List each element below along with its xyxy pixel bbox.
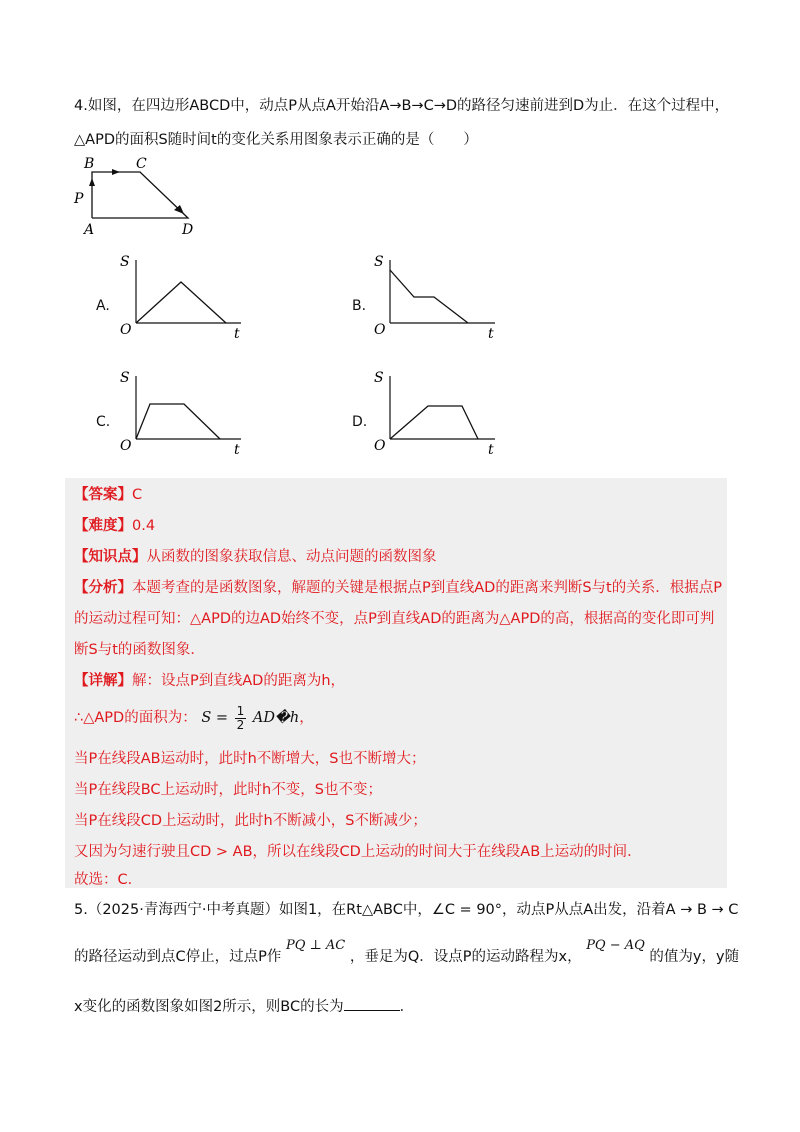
label-A: A: [84, 222, 95, 236]
option-c-t: t: [234, 442, 240, 456]
quadrilateral-figure: [70, 156, 210, 236]
q5-math-perp: PQ ⊥ AC: [285, 938, 346, 953]
option-b-t: t: [488, 326, 494, 340]
analysis-row-1: [74, 578, 722, 598]
option-d-s: S: [374, 370, 384, 386]
option-c-label: C.: [96, 414, 111, 430]
detail-text-1: 解：设点P到直线AD的距离为h，: [132, 673, 346, 689]
detail-row-6: 又因为匀速行驶且CD > AB，所以在线段CD上运动的时间大于在线段AB上运动的时间．: [74, 844, 642, 860]
formula-rhs: AD�h: [252, 710, 300, 726]
fraction-denominator: 2: [236, 717, 245, 732]
option-b-graph: [370, 250, 500, 340]
formula-fraction: [235, 705, 247, 732]
detail-row-1: [74, 671, 345, 691]
option-a-s: S: [120, 254, 130, 270]
q4-line-1: 4.如图，在四边形ABCD中，动点P从点A开始沿A→B→C→D的路径匀速前进到D为止．在这个过程中，: [74, 98, 730, 114]
difficulty-tag: 【难度】: [74, 518, 132, 534]
label-D: D: [182, 222, 194, 236]
arrow-up-icon: [89, 178, 95, 186]
q5-line-2-b: ，垂足为Q．设点P的运动路程为x，: [349, 949, 582, 965]
detail-2-post: ，: [299, 710, 314, 726]
detail-row-3: 当P在线段AB运动时，此时h不断增大，S也不断增大；: [74, 751, 426, 767]
knowledge-tag: 【知识点】: [74, 549, 147, 565]
label-C: C: [136, 156, 147, 172]
q5-line-3: [74, 996, 414, 1017]
option-a-t: t: [234, 326, 240, 340]
conclusion-row: 故选：C．: [74, 872, 143, 888]
detail-tag: 【详解】: [74, 673, 132, 689]
analysis-row-3: 断S与t的函数图象．: [74, 642, 205, 658]
answer-blank[interactable]: [344, 996, 400, 1011]
option-c-graph: [116, 366, 246, 456]
option-d-t: t: [488, 442, 494, 456]
option-a-graph: [116, 250, 246, 340]
detail-row-2: [74, 704, 314, 732]
option-d-label: D.: [352, 414, 368, 430]
option-c-s: S: [120, 370, 130, 386]
label-P: P: [74, 191, 84, 207]
q5-math-diff: PQ − AQ: [586, 938, 645, 953]
q5-line-3-b: ．: [399, 999, 415, 1015]
fraction-numerator: 1: [236, 703, 245, 718]
option-c-o: O: [120, 438, 132, 454]
option-b-o: O: [374, 322, 386, 338]
label-B: B: [84, 156, 95, 172]
q5-line-2-c: 的值为y，y随: [649, 949, 740, 965]
q4-line-2: △APD的面积S随时间t的变化关系用图象表示正确的是（ ）: [74, 132, 478, 148]
difficulty-row: [74, 516, 155, 536]
answer-tag: 【答案】: [74, 487, 132, 503]
q5-line-3-a: x变化的函数图象如图2所示，则BC的长为: [74, 999, 344, 1015]
detail-row-5: 当P在线段CD上运动时，此时h不断减小，S不断减少；: [74, 813, 427, 829]
option-b-s: S: [374, 254, 384, 270]
analysis-text-1: 本题考查的是函数图象，解题的关键是根据点P到直线AD的距离来判断S与t的关系．根据点P: [132, 580, 722, 596]
option-a-o: O: [120, 322, 132, 338]
answer-value: C: [132, 487, 143, 503]
answer-row: [74, 485, 142, 505]
option-d-o: O: [374, 438, 386, 454]
difficulty-value: 0.4: [132, 518, 156, 534]
arrow-right-icon: [112, 169, 120, 175]
option-a-label: A.: [96, 298, 110, 314]
detail-row-4: 当P在线段BC上运动时，此时h不变，S也不变；: [74, 782, 382, 798]
q5-line-2-a: 的路径运动到点C停止，过点P作: [74, 949, 282, 965]
option-b-label: B.: [352, 298, 367, 314]
detail-2-pre: ∴△APD的面积为：: [74, 710, 197, 726]
option-d-graph: [370, 366, 500, 456]
analysis-tag: 【分析】: [74, 580, 132, 596]
q5-line-2: [74, 938, 740, 973]
formula-lhs: S =: [201, 710, 229, 726]
analysis-row-2: 的运动过程可知：△APD的边AD始终不变，点P到直线AD的距离为△APD的高，根据高的变化即可判: [74, 611, 715, 627]
q5-line-1: 5.（2025·青海西宁·中考真题）如图1，在Rt△ABC中，∠C = 90°，动点P从点A出发，沿着A → B → C: [74, 902, 739, 918]
knowledge-value: 从函数的图象获取信息、动点问题的函数图象: [146, 549, 437, 565]
knowledge-row: [74, 547, 437, 567]
